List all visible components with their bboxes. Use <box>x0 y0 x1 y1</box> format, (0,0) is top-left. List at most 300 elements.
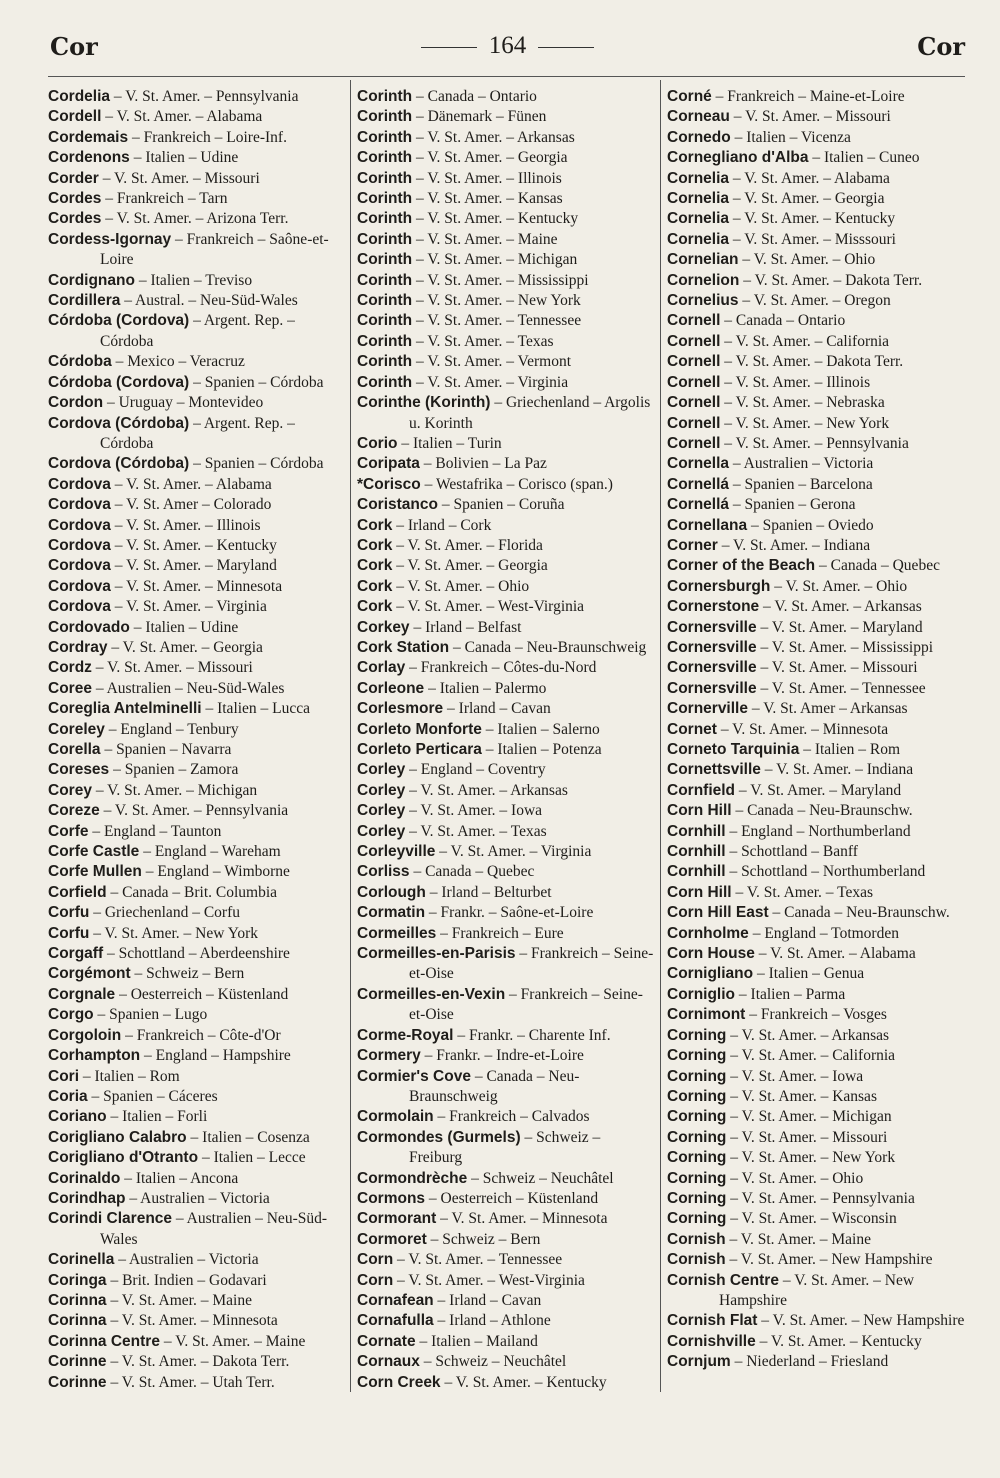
entry-headword: Corfe <box>48 822 89 840</box>
entry-headword: Corinth <box>357 312 413 330</box>
gazetteer-entry <box>48 536 348 556</box>
entry-location: – Irland – Athlone <box>433 1312 551 1330</box>
entry-headword: Corner of the Beach <box>667 557 816 575</box>
entry-location: – Italien – Potenza <box>481 741 602 758</box>
entry-headword: Corinna Centre <box>48 1332 160 1350</box>
entry-location: – V. St. Amer. – California <box>726 1047 896 1065</box>
entry-location: – Irland – Belturbet <box>425 883 552 901</box>
entry-headword: Cornell <box>667 373 721 391</box>
gazetteer-entry <box>357 271 657 291</box>
entry-location: – Schottland – Northumberland <box>725 863 926 881</box>
entry-headword: Coriano <box>48 1108 107 1126</box>
gazetteer-entry <box>48 475 348 495</box>
entry-headword: Cornelian <box>667 251 739 269</box>
gazetteer-entry <box>357 148 657 168</box>
entry-headword: Cornafulla <box>357 1312 434 1330</box>
entry-headword: Cornelia <box>667 230 730 248</box>
page-number-dash-left <box>421 47 477 48</box>
entry-location: – V. St. Amer. – Maine <box>725 1230 871 1248</box>
entry-location: – V. St. Amer – Arkansas <box>747 700 908 718</box>
gazetteer-entry <box>667 1271 967 1312</box>
column-3 <box>667 87 967 1394</box>
entry-location: – Schweiz – Neuchâtel <box>419 1353 567 1371</box>
gazetteer-entry <box>667 740 967 760</box>
gazetteer-entry <box>667 332 967 352</box>
entry-headword: Corleyville <box>357 843 436 861</box>
entry-headword: Coreze <box>48 802 100 820</box>
entry-location: – V. St. Amer. – Alabama <box>101 108 263 126</box>
gazetteer-entry <box>667 169 967 189</box>
gazetteer-entry <box>667 862 967 882</box>
gazetteer-entry <box>357 1332 657 1352</box>
gazetteer-entry <box>357 373 657 393</box>
entry-location: – Australien – Neu-Süd-Wales <box>91 679 285 697</box>
gazetteer-entry <box>357 679 657 699</box>
entry-location: – Oesterreich – Küstenland <box>115 985 289 1003</box>
gazetteer-entry <box>357 699 657 719</box>
entry-location: – Canada – Neu-Braunschweig <box>409 1067 580 1105</box>
entry-headword: *Corisco <box>357 475 421 493</box>
entry-headword: Cordova <box>48 598 111 616</box>
gazetteer-entry <box>667 1148 967 1168</box>
entry-location: – Italien – Cosenza <box>186 1128 310 1146</box>
entry-headword: Corgoloin <box>48 1026 122 1044</box>
gazetteer-entry <box>48 1250 348 1270</box>
gazetteer-entry <box>357 332 657 352</box>
entry-location: – Spanien – Coruña <box>437 496 565 514</box>
entry-location: – V. St. Amer. – Maryland <box>735 781 902 799</box>
entry-location: – Australien – Victoria <box>729 455 874 473</box>
entry-location: – V. St. Amer. – Kentucky <box>412 210 579 228</box>
entry-location: – V. St. Amer. – Virginia <box>110 598 267 616</box>
gazetteer-entry <box>48 1067 348 1087</box>
entry-headword: Cordignano <box>48 271 135 289</box>
entry-headword: Cormeilles-en-Parisis <box>357 945 516 963</box>
entry-location: – Irland – Cavan <box>433 1291 542 1309</box>
entry-location: – V. St. Amer. – Arkansas <box>412 128 575 146</box>
gazetteer-entry <box>667 373 967 393</box>
entry-headword: Cornersville <box>667 679 757 697</box>
gazetteer-entry <box>357 1169 657 1189</box>
entry-headword: Corneau <box>667 108 730 126</box>
entry-location: – Spanien – Barcelona <box>729 475 873 493</box>
entry-location: – V. St. Amer. – Alabama <box>754 945 916 963</box>
entry-location: – Schweiz – Neuchâtel <box>467 1169 614 1187</box>
entry-location: – Italien – Lecce <box>198 1149 306 1167</box>
gazetteer-entry <box>357 862 657 882</box>
gazetteer-entry <box>667 699 967 719</box>
entry-location: – V. St. Amer. – Indiana <box>760 761 914 779</box>
entry-headword: Cordillera <box>48 292 121 310</box>
entry-location: – England – Coventry <box>405 761 546 779</box>
entry-headword: Corley <box>357 802 406 820</box>
entry-headword: Cordess-Igornay <box>48 230 172 248</box>
entry-location: – Schweiz – Bern <box>130 965 245 983</box>
gazetteer-entry <box>667 128 967 148</box>
gazetteer-entry <box>667 1005 967 1025</box>
gazetteer-entry <box>48 516 348 536</box>
entry-location: – V. St. Amer. – Ohio <box>726 1169 864 1187</box>
gazetteer-entry <box>667 189 967 209</box>
entry-location: – Oesterreich – Küstenland <box>425 1189 599 1207</box>
entry-location: – V. St. Amer. – New Hampshire <box>725 1251 933 1269</box>
entry-headword: Cornell <box>667 414 721 432</box>
gazetteer-entry <box>357 1209 657 1229</box>
entry-headword: Corinth <box>357 292 413 310</box>
gazetteer-entry <box>667 1046 967 1066</box>
entry-location: – V. St. Amer. – Pennsylvania <box>110 88 299 105</box>
gazetteer-entry <box>667 311 967 331</box>
entry-headword: Corleto Perticara <box>357 741 482 758</box>
entry-headword: Corning <box>667 1189 727 1207</box>
entry-location: – V. St. Amer. – Minnesota <box>106 1312 278 1330</box>
entry-headword: Cork <box>357 557 393 575</box>
entry-headword: Corning <box>667 1067 727 1085</box>
entry-location: – Italien – Palermo <box>424 679 547 697</box>
entry-location: – Canada – Neu-Braunschw. <box>731 802 913 820</box>
gazetteer-entry <box>48 271 348 291</box>
gazetteer-entry <box>48 618 348 638</box>
entry-headword: Corlay <box>357 659 406 677</box>
entry-headword: Cornettsville <box>667 761 761 779</box>
entry-headword: Cordz <box>48 659 92 677</box>
page-number-dash-right <box>538 47 594 48</box>
gazetteer-entry <box>48 1005 348 1025</box>
gazetteer-entry <box>667 1332 967 1352</box>
entry-headword: Corn Hill <box>667 883 732 901</box>
entry-location: – V. St. Amer. – Tennessee <box>393 1251 563 1269</box>
entry-location: – Australien – Victoria <box>125 1189 270 1207</box>
gazetteer-entry <box>48 740 348 760</box>
entry-headword: Cordray <box>48 638 108 656</box>
entry-headword: Cormeilles <box>357 924 437 942</box>
entry-location: – V. St. Amer. – Vermont <box>412 353 572 371</box>
entry-location: – Italien – Rom <box>799 741 901 758</box>
entry-headword: Corinaldo <box>48 1169 121 1187</box>
entry-headword: Corkey <box>357 618 410 636</box>
entry-headword: Corinth <box>357 251 413 269</box>
entry-headword: Corinth <box>357 149 413 167</box>
entry-location: – England – Northumberland <box>725 822 911 840</box>
gazetteer-entry <box>48 1148 348 1168</box>
gazetteer-entry <box>48 1311 348 1331</box>
gazetteer-entry <box>357 352 657 372</box>
entry-headword: Cornell <box>667 394 721 412</box>
entry-location: – V. St. Amer. – Mississippi <box>756 638 934 656</box>
entry-location: – V. St. Amer. – Georgia <box>107 638 263 656</box>
entry-headword: Corinth <box>357 230 413 248</box>
entry-location: – V. St. Amer. – Illinois <box>110 516 261 534</box>
entry-headword: Cornishville <box>667 1332 756 1350</box>
entry-location: – Spanien – Navarra <box>100 741 232 758</box>
entry-headword: Cormorant <box>357 1210 437 1228</box>
entry-headword: Cornhill <box>667 843 726 861</box>
gazetteer-entry <box>48 1026 348 1046</box>
gazetteer-entry <box>667 658 967 678</box>
entry-location: – V. St. Amer. – New York <box>726 1149 896 1167</box>
entry-location: – V. St. Amer. – New Hampshire <box>757 1312 965 1330</box>
gazetteer-entry <box>48 1128 348 1148</box>
entry-headword: Corinna <box>48 1312 107 1330</box>
gazetteer-entry <box>667 107 967 127</box>
gazetteer-entry <box>48 169 348 189</box>
entry-headword: Corliss <box>357 863 410 881</box>
entry-headword: Coringa <box>48 1271 107 1289</box>
entry-location: – V. St. Amer. – Kentucky <box>755 1332 922 1350</box>
entry-location: – V. St. Amer. – Minnesota <box>716 720 889 738</box>
entry-location: – Mexico – Veracruz <box>111 353 245 371</box>
gazetteer-entry <box>48 209 348 229</box>
gazetteer-entry <box>667 944 967 964</box>
entry-location: – England – Tenbury <box>104 720 239 738</box>
entry-headword: Cornellana <box>667 516 748 534</box>
entry-headword: Corleone <box>357 679 425 697</box>
entry-location: – Italien – Ancona <box>120 1169 239 1187</box>
entry-location: – V. St. Amer. – New York <box>412 292 581 310</box>
entry-headword: Corigliano d'Otranto <box>48 1149 199 1167</box>
gazetteer-entry <box>48 720 348 740</box>
entry-location: – Canada – Quebec <box>409 863 535 881</box>
entry-location: – V. St. Amer. – Illinois <box>412 169 562 187</box>
entry-headword: Cordova <box>48 536 111 554</box>
entry-headword: Cormatin <box>357 904 426 922</box>
gazetteer-entry <box>48 781 348 801</box>
entry-location: – Italien – Udine <box>129 618 239 636</box>
entry-headword: Cornerville <box>667 700 748 718</box>
gazetteer-entry <box>48 964 348 984</box>
entry-headword: Cornersville <box>667 618 757 636</box>
entry-location: – V. St. Amer. – New York <box>720 414 890 432</box>
gazetteer-entry <box>357 1250 657 1270</box>
entry-location: – V. St. Amer. – Dakota Terr. <box>720 353 904 371</box>
entry-location: – V. St. Amer. – Maryland <box>110 557 277 575</box>
entry-headword: Corn Hill East <box>667 904 769 922</box>
entry-headword: Cornell <box>667 332 721 350</box>
gazetteer-entry <box>357 1271 657 1291</box>
entry-location: – Italien – Vicenza <box>730 128 851 146</box>
entry-headword: Corley <box>357 761 406 779</box>
entry-headword: Cordes <box>48 210 102 228</box>
gazetteer-entry <box>667 1128 967 1148</box>
entry-headword: Cork <box>357 577 393 595</box>
gazetteer-entry <box>357 516 657 536</box>
entry-headword: Corfu <box>48 904 90 922</box>
gazetteer-entry <box>357 638 657 658</box>
entry-location: – Spanien – Gerona <box>729 496 856 514</box>
entry-headword: Cornell <box>667 434 721 452</box>
column-divider <box>350 80 351 1392</box>
gazetteer-entry <box>48 291 348 311</box>
gazetteer-entry <box>357 618 657 638</box>
entry-location: – V. St. Amer. – Texas <box>412 332 554 350</box>
entry-headword: Cori <box>48 1067 79 1085</box>
gazetteer-entry <box>357 87 657 107</box>
gazetteer-entry <box>357 1107 657 1127</box>
gazetteer-entry <box>357 291 657 311</box>
entry-location: – V. St. Amer. – Utah Terr. <box>106 1373 275 1391</box>
gazetteer-entry <box>667 964 967 984</box>
gazetteer-entry <box>48 903 348 923</box>
gazetteer-entry <box>357 1189 657 1209</box>
gazetteer-entry <box>667 352 967 372</box>
entry-headword: Corinth <box>357 373 413 391</box>
entry-headword: Cordovado <box>48 618 130 636</box>
entry-location: – V. St. Amer. – Mississippi <box>412 271 589 289</box>
entry-location: – Italien – Turin <box>397 434 502 452</box>
entry-headword: Cornelion <box>667 271 740 289</box>
entry-location: – Spanien – Córdoba <box>189 455 324 473</box>
entry-location: – V. St. Amer. – Indiana <box>717 536 871 554</box>
gazetteer-entry <box>667 393 967 413</box>
entry-headword: Corfe Castle <box>48 843 140 861</box>
gazetteer-entry <box>667 720 967 740</box>
gazetteer-entry <box>667 577 967 597</box>
gazetteer-entry <box>48 1373 348 1393</box>
gazetteer-entry <box>667 271 967 291</box>
gazetteer-entry <box>357 1067 657 1108</box>
entry-location: – Frankreich – Côte-d'Or <box>121 1026 281 1044</box>
entry-location: – Argent. Rep. – Córdoba <box>100 312 295 350</box>
gazetteer-entry <box>48 883 348 903</box>
entry-location: – Schottland – Banff <box>725 843 858 861</box>
entry-headword: Corn Creek <box>357 1373 441 1391</box>
gazetteer-entry <box>667 1107 967 1127</box>
entry-headword: Cornhill <box>667 863 726 881</box>
entry-location: – Brit. Indien – Godavari <box>106 1271 267 1289</box>
entry-location: – Frankreich – Tarn <box>101 190 228 208</box>
entry-location: – V. St. Amer. – Nebraska <box>720 394 885 412</box>
entry-headword: Corning <box>667 1128 727 1146</box>
entry-location: – England – Totmorden <box>748 924 899 942</box>
entry-headword: Cordova (Córdoba) <box>48 414 190 432</box>
gazetteer-entry <box>48 495 348 515</box>
gazetteer-entry <box>667 495 967 515</box>
entry-headword: Cork <box>357 516 393 534</box>
gazetteer-entry <box>357 556 657 576</box>
entry-location: – Spanien – Lugo <box>93 1006 208 1024</box>
entry-headword: Corn <box>357 1251 394 1269</box>
gazetteer-entry <box>667 536 967 556</box>
gazetteer-entry <box>48 373 348 393</box>
entry-location: – Irland – Cork <box>392 516 492 534</box>
entry-headword: Cornelius <box>667 292 739 310</box>
entry-headword: Cornersville <box>667 659 757 677</box>
entry-location: – V. St. Amer. – Arkansas <box>759 598 922 616</box>
entry-location: – Schweiz – Bern <box>426 1230 541 1248</box>
entry-headword: Corlesmore <box>357 700 444 718</box>
entry-headword: Corey <box>48 781 92 799</box>
entry-location: – V. St. Amer – Colorado <box>110 496 272 514</box>
entry-headword: Cordova <box>48 557 111 575</box>
entry-location: – Italien – Treviso <box>134 271 253 289</box>
entry-location: – V. St. Amer. – Arkansas <box>405 781 568 799</box>
entry-headword: Corlough <box>357 883 426 901</box>
entry-location: – Frankreich – Vosges <box>745 1006 887 1024</box>
entry-location: – V. St. Amer. – Alabama <box>110 475 272 493</box>
entry-headword: Córdoba <box>48 353 112 371</box>
entry-location: – V. St. Amer. – Georgia <box>412 149 568 167</box>
entry-headword: Corinella <box>48 1251 115 1269</box>
entry-headword: Cornholme <box>667 924 749 942</box>
gazetteer-entry <box>357 1046 657 1066</box>
entry-location: – V. St. Amer. – Kentucky <box>729 210 896 228</box>
gazetteer-entry <box>667 842 967 862</box>
entry-location: – Spanien – Córdoba <box>189 373 324 391</box>
entry-location: – V. St. Amer. – Dakota Terr. <box>739 271 923 289</box>
entry-location: – Italien – Genua <box>753 965 865 983</box>
entry-headword: Corning <box>667 1149 727 1167</box>
gazetteer-entry <box>48 924 348 944</box>
entry-headword: Corella <box>48 741 101 758</box>
entry-location: – Spanien – Cáceres <box>87 1087 218 1105</box>
gazetteer-entry <box>48 1209 348 1250</box>
gazetteer-entry <box>667 1250 967 1270</box>
gazetteer-entry <box>48 862 348 882</box>
entry-location: – V. St. Amer. – Dakota Terr. <box>106 1353 290 1371</box>
entry-location: – V. St. Amer. – Kansas <box>412 190 563 208</box>
gazetteer-entry <box>48 556 348 576</box>
gazetteer-entry <box>667 1169 967 1189</box>
entry-location: – Italien – Mailand <box>415 1332 538 1350</box>
entry-headword: Cordemais <box>48 128 129 146</box>
entry-location: – Niederland – Friesland <box>730 1353 889 1371</box>
entry-location: – V. St. Amer. – Michigan <box>412 251 578 269</box>
entry-headword: Cornell <box>667 353 721 371</box>
gazetteer-entry <box>667 903 967 923</box>
gazetteer-entry <box>357 985 657 1026</box>
entry-location: – V. St. Amer. – Alabama <box>729 169 890 187</box>
gazetteer-entry <box>357 393 657 434</box>
entry-headword: Cork Station <box>357 638 450 656</box>
gazetteer-entry <box>667 1026 967 1046</box>
entry-headword: Cornersburgh <box>667 577 771 595</box>
entry-location: – Griechenland – Argolis u. Korinth <box>409 394 651 432</box>
gazetteer-entry <box>667 1209 967 1229</box>
gazetteer-entry <box>48 1046 348 1066</box>
gazetteer-entry <box>48 1189 348 1209</box>
gazetteer-entry <box>357 781 657 801</box>
entry-headword: Cordova <box>48 577 111 595</box>
entry-location: – V. St. Amer. – Arizona Terr. <box>101 210 289 228</box>
gazetteer-entry <box>357 475 657 495</box>
entry-headword: Corindi Clarence <box>48 1210 173 1228</box>
entry-headword: Córdoba (Cordova) <box>48 373 190 391</box>
entry-headword: Cornjum <box>667 1353 731 1371</box>
gazetteer-entry <box>48 699 348 719</box>
column-divider <box>660 80 661 1392</box>
gazetteer-entry <box>48 1107 348 1127</box>
entry-location: – V. St. Amer. – Florida <box>392 536 543 554</box>
entry-headword: Corley <box>357 781 406 799</box>
entry-headword: Cork <box>357 598 393 616</box>
entry-headword: Cordell <box>48 108 102 126</box>
gazetteer-entry <box>48 944 348 964</box>
gazetteer-entry <box>667 1230 967 1250</box>
entry-location: – Australien – Neu-Süd-Wales <box>100 1210 328 1248</box>
entry-location: – Italien – Forli <box>106 1108 208 1126</box>
gazetteer-entry <box>48 985 348 1005</box>
entry-location: – V. St. Amer. – Georgia <box>729 190 885 208</box>
entry-headword: Corinth <box>357 332 413 350</box>
entry-location: – Canada – Ontario <box>412 88 537 105</box>
entry-location: – Frankreich – Seine-et-Oise <box>409 985 643 1024</box>
entry-location: – V. St. Amer. – Missouri <box>756 659 918 677</box>
running-head-left: Cor <box>50 32 98 61</box>
entry-location: – V. St. Amer. – Maryland <box>756 618 923 636</box>
gazetteer-entry <box>667 781 967 801</box>
entry-location: – Frankreich – Loire-Inf. <box>128 128 287 146</box>
gazetteer-entry <box>357 1311 657 1331</box>
